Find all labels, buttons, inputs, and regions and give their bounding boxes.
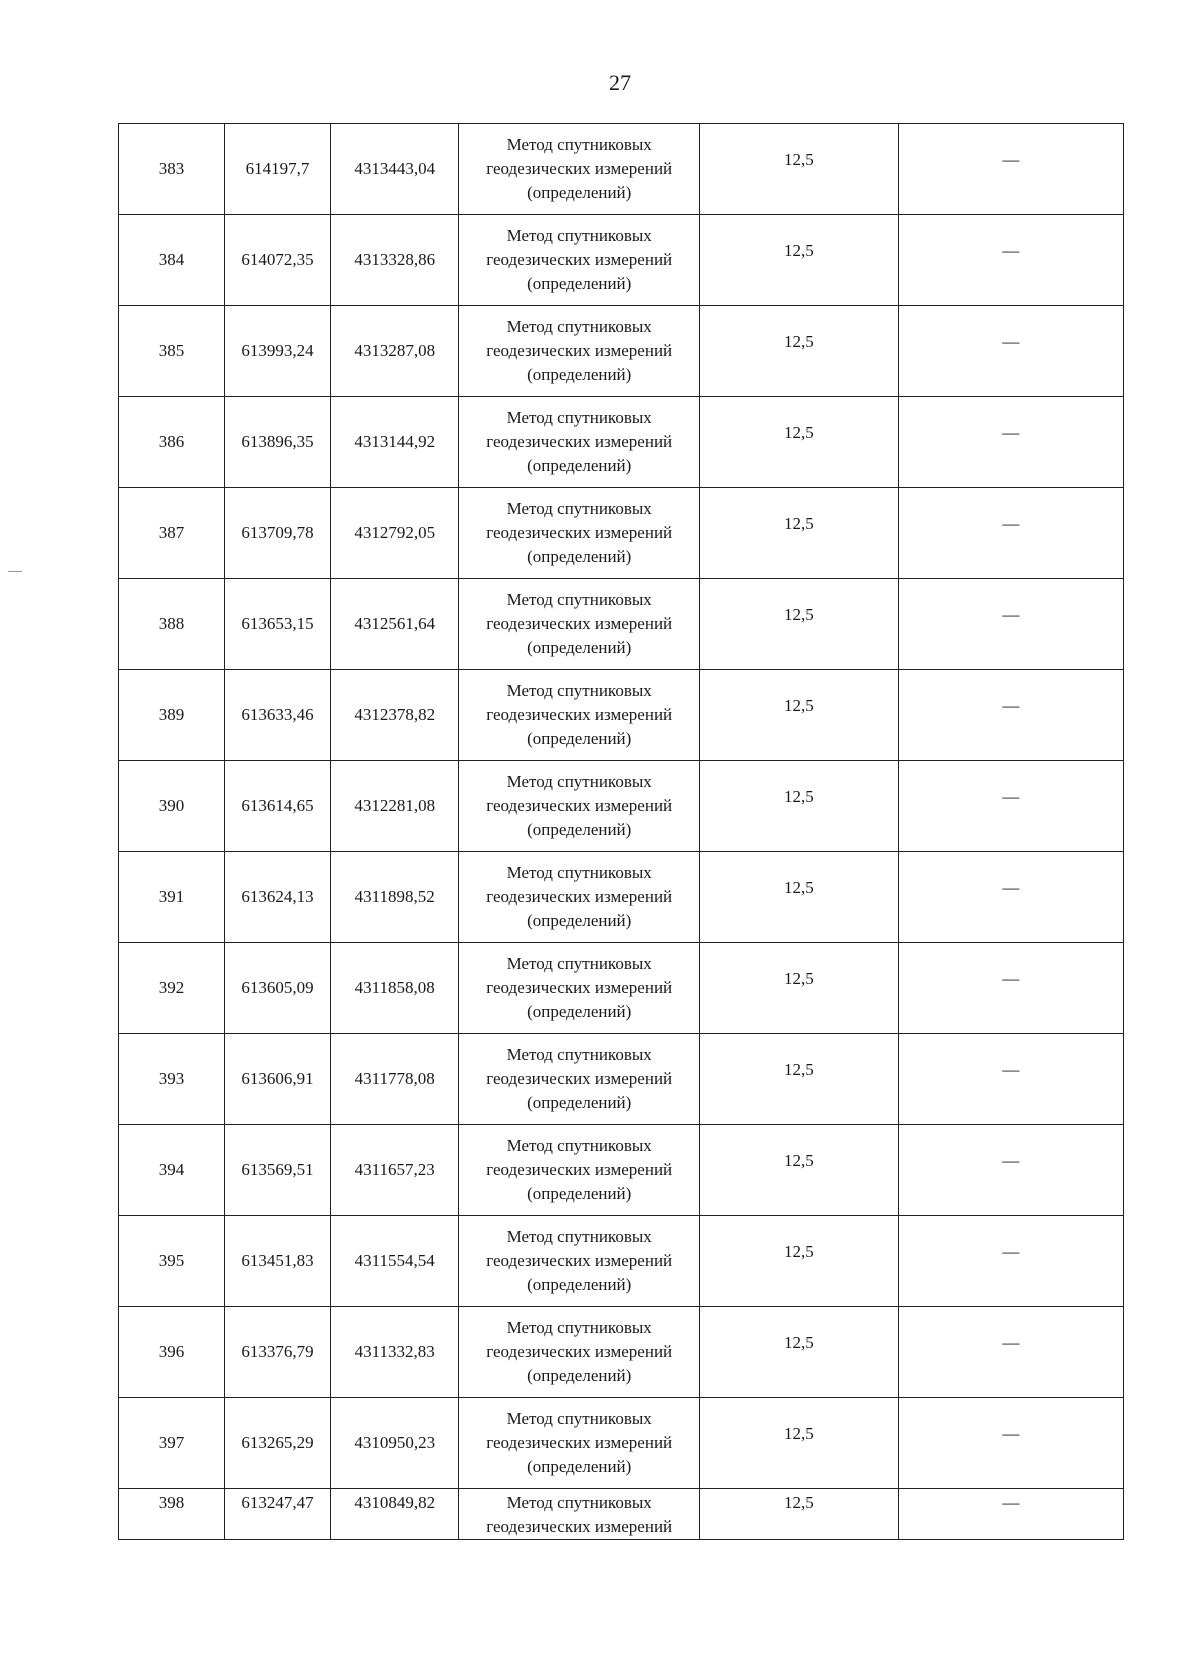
coordinate-x-cell: 613265,29: [225, 1398, 331, 1489]
method-text-line: геодезических измерений: [486, 1160, 673, 1179]
method-text-line: геодезических измерений: [486, 159, 673, 178]
method-cell: [459, 670, 700, 761]
method-text-line: геодезических измерений: [486, 1251, 673, 1270]
method-cell: [459, 761, 700, 852]
accuracy-cell: 12,5: [699, 397, 898, 488]
dash-cell: —: [898, 761, 1123, 852]
table-row: [119, 306, 1124, 397]
coordinate-y-cell: 4312792,05: [331, 488, 459, 579]
method-text-line: (определений): [527, 1275, 632, 1294]
method-text-line: Метод спутниковых: [506, 1045, 652, 1064]
coordinate-y-cell: 4311858,08: [331, 943, 459, 1034]
table-row: [119, 124, 1124, 215]
accuracy-cell: 12,5: [699, 761, 898, 852]
method-text-line: Метод спутниковых: [506, 317, 652, 336]
coordinate-x-cell: 613624,13: [225, 852, 331, 943]
point-number-cell: 386: [119, 397, 225, 488]
method-text-line: (определений): [527, 1002, 632, 1021]
method-text-line: (определений): [527, 274, 632, 293]
dash-cell: —: [898, 1125, 1123, 1216]
coordinate-y-cell: 4311898,52: [331, 852, 459, 943]
point-number-cell: 398: [119, 1489, 225, 1540]
method-text-line: Метод спутниковых: [506, 1318, 652, 1337]
method-text-line: Метод спутниковых: [506, 499, 652, 518]
coordinate-x-cell: 613569,51: [225, 1125, 331, 1216]
dash-cell: —: [898, 852, 1123, 943]
accuracy-cell: 12,5: [699, 670, 898, 761]
method-text-line: геодезических измерений: [486, 796, 673, 815]
method-cell: [459, 1398, 700, 1489]
table-row: [119, 579, 1124, 670]
method-text-line: Метод спутниковых: [506, 590, 652, 609]
method-text-line: Метод спутниковых: [506, 1493, 652, 1512]
method-text-line: геодезических измерений: [486, 978, 673, 997]
coordinate-x-cell: 613896,35: [225, 397, 331, 488]
method-text-line: Метод спутниковых: [506, 226, 652, 245]
accuracy-cell: 12,5: [699, 306, 898, 397]
coordinate-x-cell: 613653,15: [225, 579, 331, 670]
accuracy-cell: 12,5: [699, 1216, 898, 1307]
coordinate-y-cell: 4312378,82: [331, 670, 459, 761]
method-text-line: геодезических измерений: [486, 250, 673, 269]
coordinate-y-cell: 4310950,23: [331, 1398, 459, 1489]
dash-cell: —: [898, 215, 1123, 306]
method-cell: [459, 1216, 700, 1307]
coordinate-x-cell: 613606,91: [225, 1034, 331, 1125]
coordinate-x-cell: 613451,83: [225, 1216, 331, 1307]
table-row: [119, 852, 1124, 943]
accuracy-cell: 12,5: [699, 215, 898, 306]
scan-margin-mark: [8, 571, 22, 572]
coordinate-y-cell: 4313443,04: [331, 124, 459, 215]
table-row: [119, 761, 1124, 852]
table-row: [119, 1034, 1124, 1125]
coordinate-x-cell: 613993,24: [225, 306, 331, 397]
point-number-cell: 397: [119, 1398, 225, 1489]
method-text-line: Метод спутниковых: [506, 863, 652, 882]
method-cell: [459, 215, 700, 306]
method-cell: [459, 306, 700, 397]
method-text-line: (определений): [527, 638, 632, 657]
dash-cell: —: [898, 306, 1123, 397]
method-text-line: (определений): [527, 820, 632, 839]
point-number-cell: 389: [119, 670, 225, 761]
coordinate-x-cell: 613247,47: [225, 1489, 331, 1540]
method-cell: [459, 1034, 700, 1125]
accuracy-cell: 12,5: [699, 852, 898, 943]
method-text-line: Метод спутниковых: [506, 1409, 652, 1428]
coordinate-y-cell: 4311657,23: [331, 1125, 459, 1216]
method-text-line: (определений): [527, 1457, 632, 1476]
coordinate-y-cell: 4311554,54: [331, 1216, 459, 1307]
coordinate-y-cell: 4313144,92: [331, 397, 459, 488]
point-number-cell: 395: [119, 1216, 225, 1307]
accuracy-cell: 12,5: [699, 1307, 898, 1398]
accuracy-cell: 12,5: [699, 943, 898, 1034]
point-number-cell: 385: [119, 306, 225, 397]
point-number-cell: 393: [119, 1034, 225, 1125]
dash-cell: —: [898, 1489, 1123, 1540]
dash-cell: —: [898, 397, 1123, 488]
method-text-line: Метод спутниковых: [506, 954, 652, 973]
accuracy-cell: 12,5: [699, 1034, 898, 1125]
coordinates-table-body: [119, 124, 1124, 1540]
method-cell: [459, 488, 700, 579]
coordinate-x-cell: 614197,7: [225, 124, 331, 215]
method-cell: [459, 579, 700, 670]
table-row: [119, 1216, 1124, 1307]
accuracy-cell: 12,5: [699, 579, 898, 670]
method-text-line: (определений): [527, 1366, 632, 1385]
table-row: [119, 1125, 1124, 1216]
point-number-cell: 383: [119, 124, 225, 215]
dash-cell: —: [898, 579, 1123, 670]
method-cell: [459, 1125, 700, 1216]
dash-cell: —: [898, 670, 1123, 761]
method-cell: [459, 1307, 700, 1398]
coordinate-y-cell: 4313287,08: [331, 306, 459, 397]
dash-cell: —: [898, 1307, 1123, 1398]
coordinate-x-cell: 613709,78: [225, 488, 331, 579]
method-text-line: (определений): [527, 729, 632, 748]
point-number-cell: 394: [119, 1125, 225, 1216]
coordinate-x-cell: 613376,79: [225, 1307, 331, 1398]
table-row: [119, 943, 1124, 1034]
accuracy-cell: 12,5: [699, 1398, 898, 1489]
method-text-line: геодезических измерений: [486, 887, 673, 906]
method-cell: [459, 852, 700, 943]
method-text-line: геодезических измерений: [486, 523, 673, 542]
table-row: [119, 1307, 1124, 1398]
point-number-cell: 390: [119, 761, 225, 852]
coordinates-table: [118, 123, 1124, 1540]
table-row: [119, 1398, 1124, 1489]
point-number-cell: 388: [119, 579, 225, 670]
method-text-line: Метод спутниковых: [506, 1227, 652, 1246]
table-row: [119, 215, 1124, 306]
method-text-line: Метод спутниковых: [506, 1136, 652, 1155]
method-text-line: (определений): [527, 183, 632, 202]
coordinate-x-cell: 613614,65: [225, 761, 331, 852]
point-number-cell: 391: [119, 852, 225, 943]
table-row: [119, 670, 1124, 761]
method-text-line: (определений): [527, 1184, 632, 1203]
table-row: [119, 397, 1124, 488]
coordinate-y-cell: 4312281,08: [331, 761, 459, 852]
method-text-line: геодезических измерений: [486, 614, 673, 633]
method-text-line: (определений): [527, 456, 632, 475]
dash-cell: —: [898, 1398, 1123, 1489]
dash-cell: —: [898, 124, 1123, 215]
dash-cell: —: [898, 1216, 1123, 1307]
method-text-line: Метод спутниковых: [506, 772, 652, 791]
method-text-line: геодезических измерений: [486, 341, 673, 360]
method-text-line: (определений): [527, 547, 632, 566]
method-cell: [459, 943, 700, 1034]
table-row: [119, 1489, 1124, 1540]
coordinate-x-cell: 614072,35: [225, 215, 331, 306]
accuracy-cell: 12,5: [699, 124, 898, 215]
point-number-cell: 392: [119, 943, 225, 1034]
coordinate-y-cell: 4312561,64: [331, 579, 459, 670]
method-text-line: Метод спутниковых: [506, 408, 652, 427]
coordinate-x-cell: 613605,09: [225, 943, 331, 1034]
method-text-line: геодезических измерений: [486, 432, 673, 451]
method-text-line: (определений): [527, 365, 632, 384]
coordinate-y-cell: 4311332,83: [331, 1307, 459, 1398]
coordinate-y-cell: 4311778,08: [331, 1034, 459, 1125]
coordinate-y-cell: 4310849,82: [331, 1489, 459, 1540]
point-number-cell: 384: [119, 215, 225, 306]
method-text-line: (определений): [527, 1093, 632, 1112]
point-number-cell: 396: [119, 1307, 225, 1398]
dash-cell: —: [898, 1034, 1123, 1125]
method-text-line: геодезических измерений: [486, 1433, 673, 1452]
accuracy-cell: 12,5: [699, 1489, 898, 1540]
method-cell: [459, 1489, 700, 1540]
accuracy-cell: 12,5: [699, 1125, 898, 1216]
method-text-line: Метод спутниковых: [506, 135, 652, 154]
method-text-line: геодезических измерений: [486, 1069, 673, 1088]
point-number-cell: 387: [119, 488, 225, 579]
page-number: 27: [609, 70, 631, 95]
dash-cell: —: [898, 943, 1123, 1034]
method-cell: [459, 397, 700, 488]
accuracy-cell: 12,5: [699, 488, 898, 579]
coordinate-x-cell: 613633,46: [225, 670, 331, 761]
table-row: [119, 488, 1124, 579]
coordinate-y-cell: 4313328,86: [331, 215, 459, 306]
method-cell: [459, 124, 700, 215]
method-text-line: геодезических измерений: [486, 1517, 673, 1536]
method-text-line: (определений): [527, 911, 632, 930]
dash-cell: —: [898, 488, 1123, 579]
method-text-line: геодезических измерений: [486, 705, 673, 724]
method-text-line: геодезических измерений: [486, 1342, 673, 1361]
method-text-line: Метод спутниковых: [506, 681, 652, 700]
